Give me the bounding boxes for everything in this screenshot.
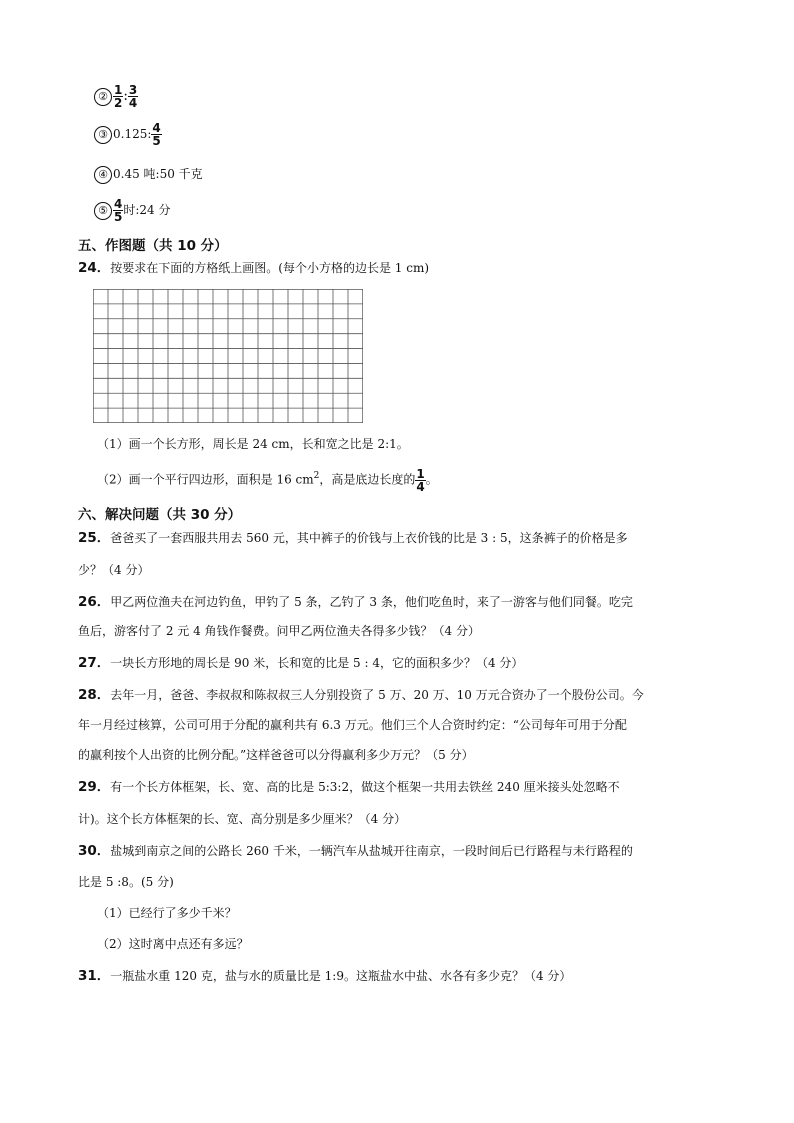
question-30-sub-1: （1）已经行了多少千米？ (97, 906, 237, 920)
question-number: 24． (78, 260, 111, 276)
question-30-sub-2: （2）这时离中点还有多远？ (97, 937, 249, 951)
item-text: 0.45 吨:50 千克 (113, 167, 203, 181)
fraction: $\frac{3}{4}$ (128, 83, 138, 110)
circled-number: ⑤ (94, 202, 112, 220)
circled-number: ② (94, 88, 112, 106)
fraction: $\frac{4}{5}$ (114, 197, 123, 224)
section-5-title: 五、作图题（共 10 分） (78, 238, 228, 254)
question-24 (78, 258, 429, 278)
question-26-line-2: 鱼后，游客付了 2 元 4 角钱作餐费。问甲乙两位渔夫各得多少钱？（4 分） (78, 624, 480, 638)
item-text: 0.125: (113, 127, 152, 141)
question-28-line-3: 的赢利按个人出资的比例分配。”这样爸爸可以分得赢利多少万元？（5 分） (78, 748, 474, 762)
question-text: 按要求在下面的方格纸上画图。(每个小方格的边长是 1 cm) (110, 261, 430, 275)
item-5 (94, 198, 171, 223)
fraction: $\frac{4}{5}$ (152, 121, 161, 148)
ratio-sep: : (123, 88, 128, 104)
question-24-sub-2: （2）画一个平行四边形，面积是 16 $cm^2$，高是底边长度的 $\frac{1}{4}$ 。 (97, 466, 438, 494)
fraction: $\frac{1}{2}$ (114, 83, 123, 110)
question-30: 30．盐城到南京之间的公路长 260 千米，一辆汽车从盐城开往南京，一段时间后已行路程与未行路程的 (78, 843, 633, 859)
question-31: 31．一瓶盐水重 120 克，盐与水的质量比是 1:9。这瓶盐水中盐、水各有多少克？（4 分） (78, 968, 572, 984)
section-6-title: 六、解决问题（共 30 分） (78, 507, 242, 523)
question-30-line-2: 比是 5 :8。(5 分) (78, 875, 174, 889)
square-grid-paper (93, 289, 363, 423)
circled-number: ④ (94, 166, 112, 184)
question-27: 27．一块长方形地的周长是 90 米，长和宽的比是 5 : 4，它的面积多少？（4 分） (78, 655, 524, 671)
circled-number: ③ (94, 126, 112, 144)
item-3 (94, 122, 162, 147)
item-text: 时:24 分 (123, 203, 171, 217)
question-24-sub-1: （1）画一个长方形，周长是 24 cm，长和宽之比是 2:1。 (97, 437, 409, 451)
question-29-line-2: 计)。这个长方体框架的长、宽、高分别是多少厘米？（4 分） (78, 812, 407, 826)
question-25: 25．爸爸买了一套西服共用去 560 元，其中裤子的价钱与上衣价钱的比是 3 : 5，这条裤子的价格是多 (78, 530, 628, 546)
fraction: $\frac{1}{4}$ (416, 466, 425, 494)
question-26: 26．甲乙两位渔夫在河边钓鱼，甲钓了 5 条，乙钓了 3 条，他们吃鱼时，来了一游客与他们同餐。吃完 (78, 594, 633, 610)
question-25-line-2: 少？（4 分） (78, 563, 150, 577)
question-29: 29．有一个长方体框架，长、宽、高的比是 5:3:2，做这个框架一共用去铁丝 240 厘米接头处忽略不 (78, 779, 620, 795)
item-4 (94, 164, 203, 184)
question-28-line-2: 年一月经过核算，公司可用于分配的赢利共有 6.3 万元。他们三个人合资时约定：“公司每年可用于分配 (78, 718, 627, 732)
item-2 (94, 84, 138, 109)
question-28: 28．去年一月，爸爸、李叔叔和陈叔叔三人分别投资了 5 万、20 万、10 万元合资办了一个股份公司。今 (78, 687, 644, 703)
